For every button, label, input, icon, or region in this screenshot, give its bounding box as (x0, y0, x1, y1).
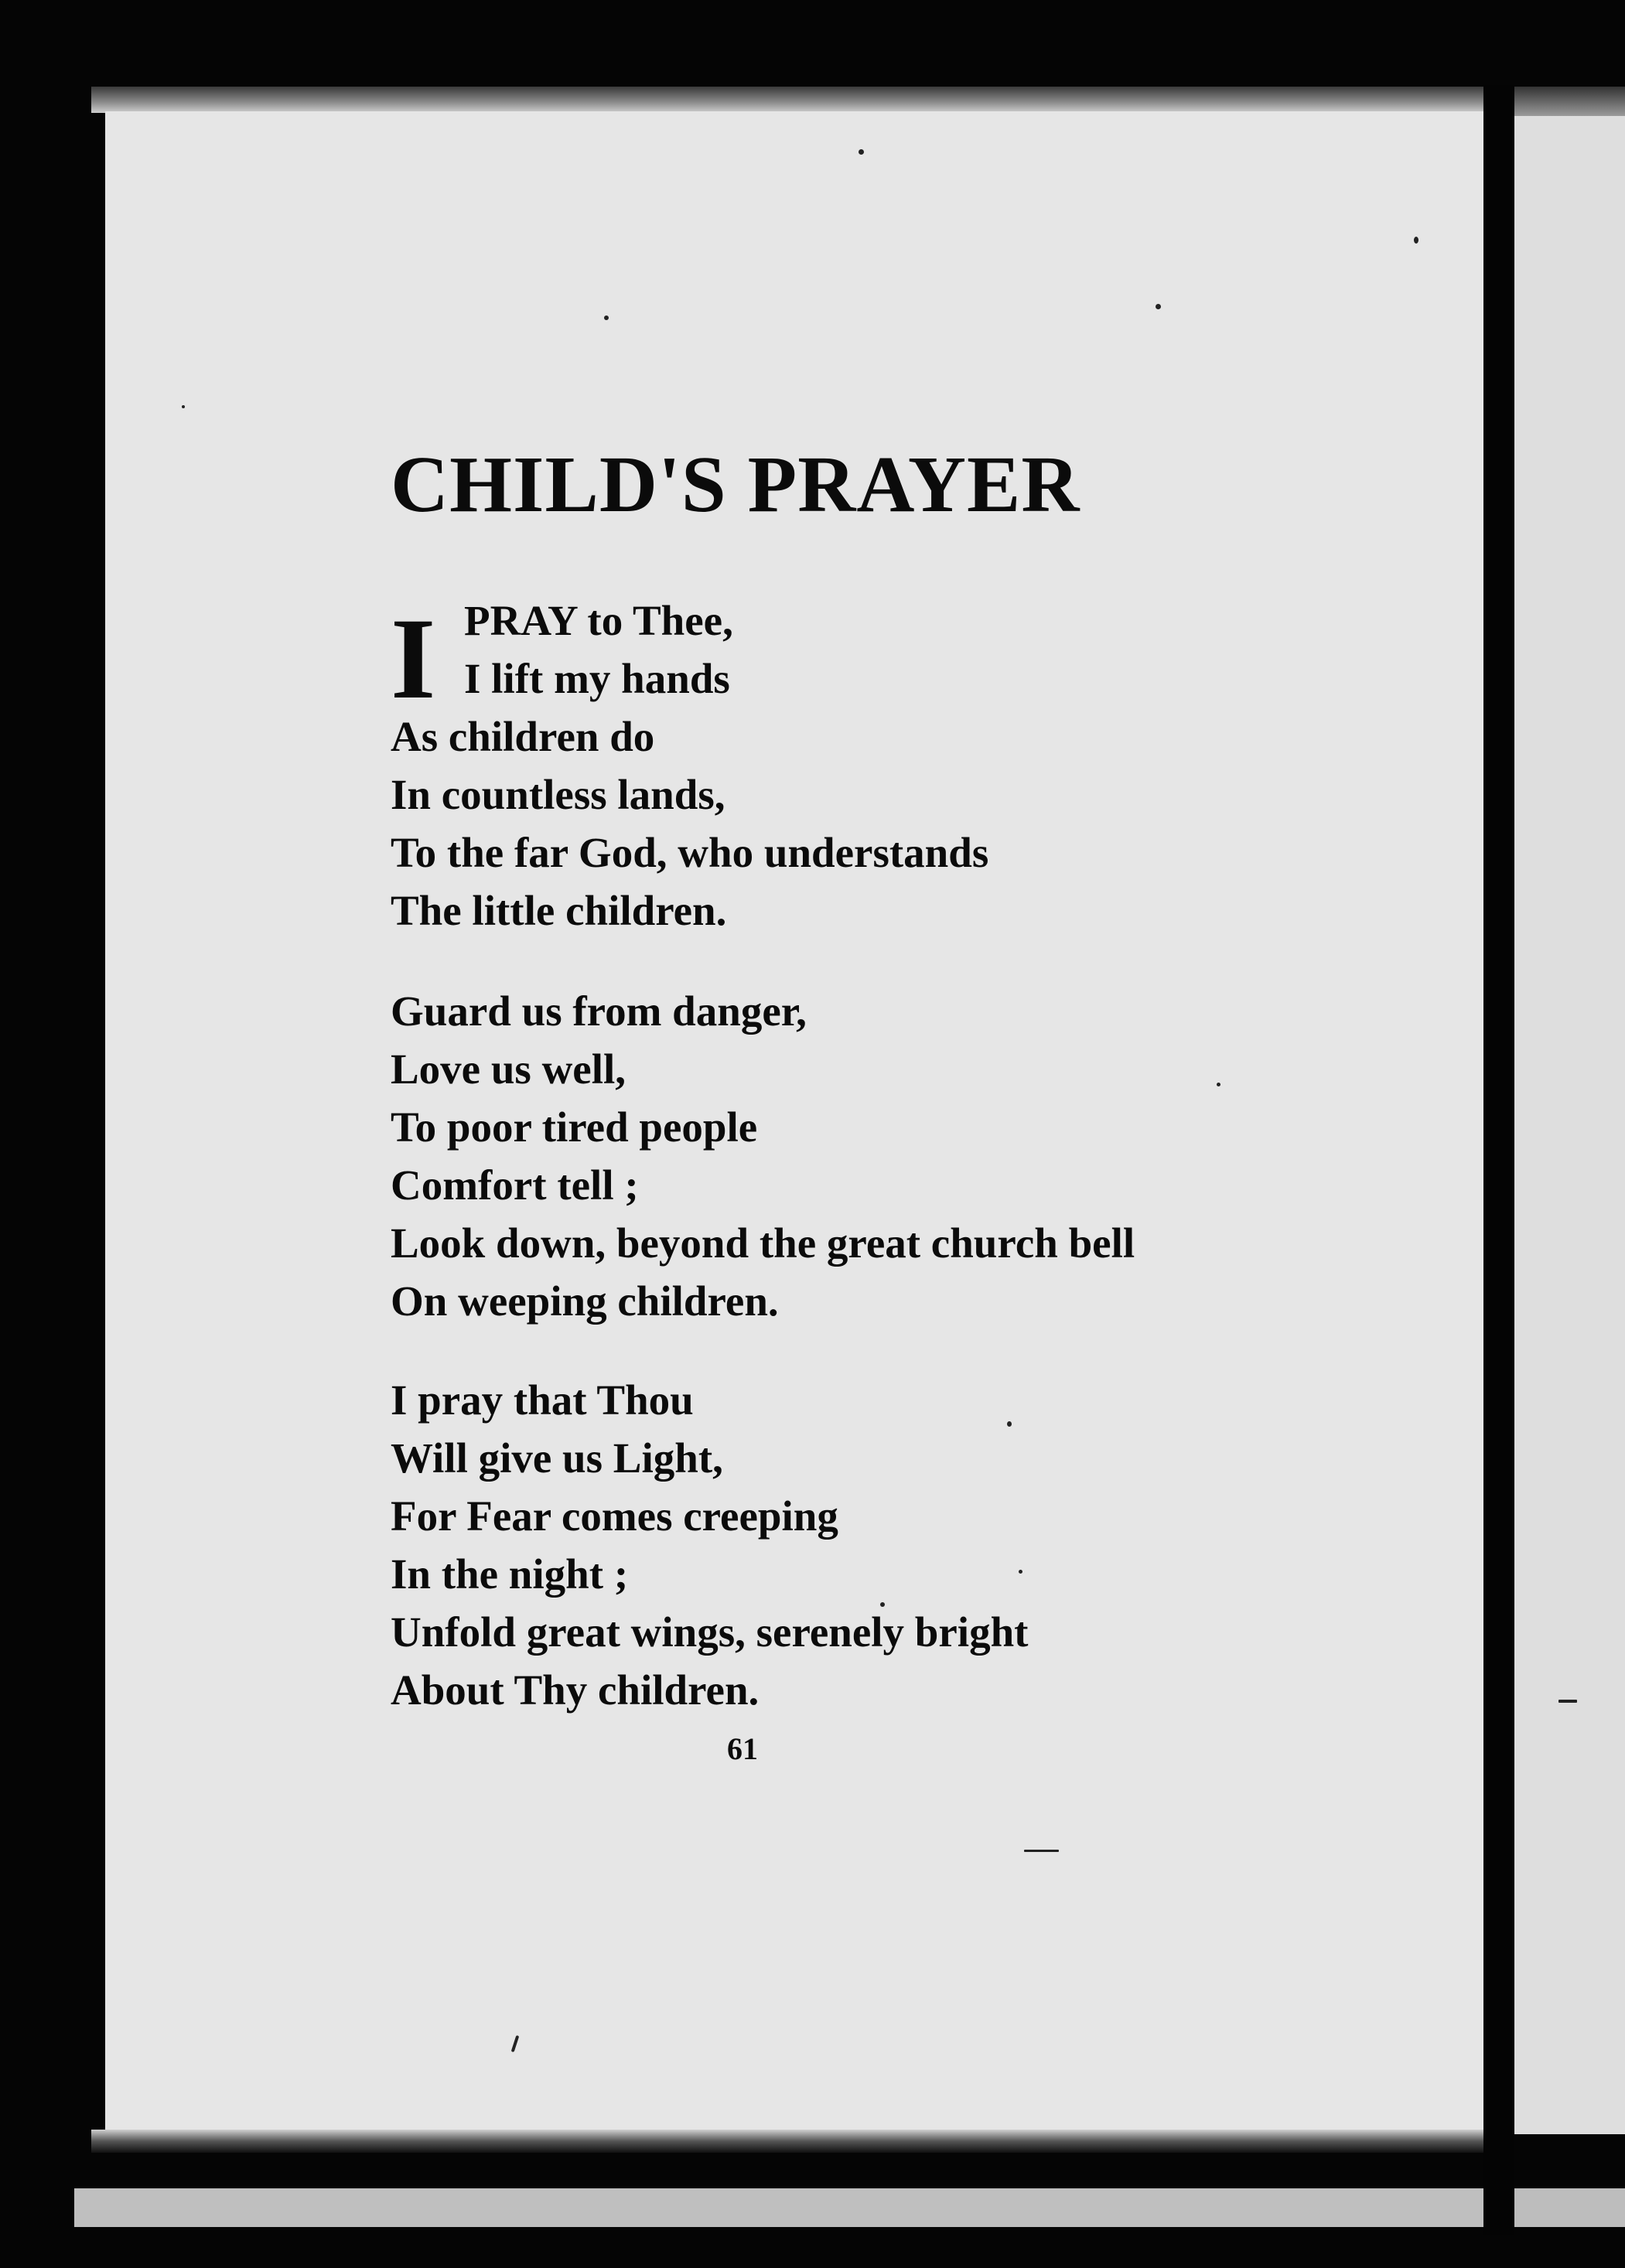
poem-line: Look down, beyond the great church bell (391, 1219, 1135, 1267)
facing-page-bottom-strip (1514, 2188, 1625, 2227)
facing-page (1514, 116, 1625, 2134)
poem-line: About Thy children. (391, 1666, 760, 1714)
stanza-3 (391, 1371, 1029, 1719)
stanza-1 (391, 592, 988, 940)
poem-line: I pray that Thou (391, 1376, 694, 1424)
dust-speck (1156, 304, 1161, 309)
dust-speck (1217, 1083, 1220, 1086)
poem-line: In countless lands, (391, 771, 725, 818)
poem-line: Unfold great wings, serenely bright (391, 1608, 1029, 1656)
poem-line: To the far God, who understands (391, 829, 989, 876)
scan-bottom-strip (74, 2188, 1513, 2227)
dust-speck (604, 315, 609, 320)
dust-speck (1414, 237, 1418, 244)
dust-speck (859, 149, 864, 155)
drop-cap: I (391, 595, 436, 723)
dust-speck (1558, 1700, 1577, 1703)
poem-line: PRAY to Thee, (464, 597, 733, 644)
poem-line: Guard us from danger, (391, 987, 807, 1035)
dust-speck (1024, 1850, 1059, 1852)
poem-line: In the night ; (391, 1550, 629, 1598)
stanza-2 (391, 982, 1135, 1330)
poem-line: The little children. (391, 887, 727, 934)
poem-line: Comfort tell ; (391, 1161, 639, 1209)
poem-line: I lift my hands (464, 655, 730, 702)
poem-line: On weeping children. (391, 1277, 779, 1325)
poem-line: Love us well, (391, 1045, 626, 1093)
book-gutter (1483, 85, 1514, 2235)
poem-line: Will give us Light, (391, 1434, 723, 1482)
facing-page-top-edge (1514, 87, 1625, 116)
poem-title: CHILD'S PRAYER (391, 440, 1080, 529)
poem-line: For Fear comes creeping (391, 1492, 838, 1540)
page-number: 61 (727, 1731, 758, 1766)
page-top-edge (91, 87, 1507, 113)
poem-line: To poor tired people (391, 1103, 758, 1151)
page-bottom-edge (91, 2130, 1507, 2153)
dust-speck (182, 405, 185, 408)
poem-line: As children do (391, 713, 655, 760)
